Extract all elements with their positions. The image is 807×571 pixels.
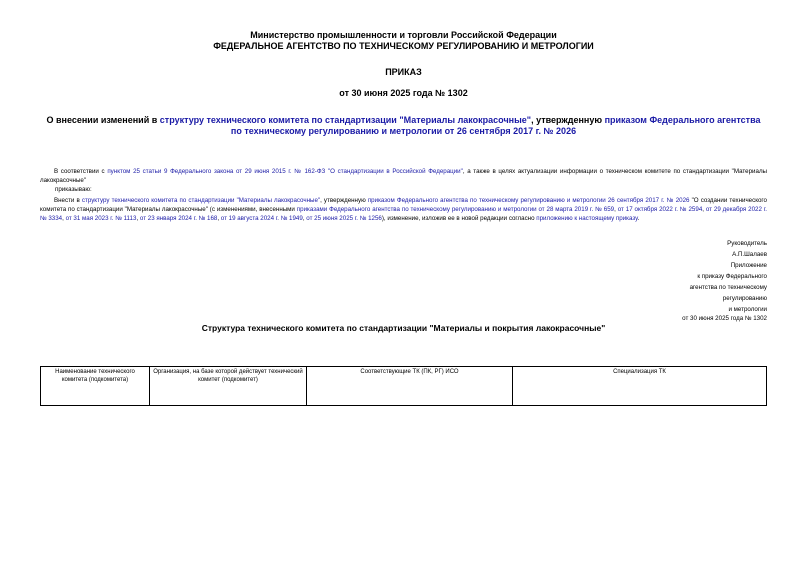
structure-title: Структура технического комитета по стандартизации "Материалы и покрытия лакокрасочные" — [201, 323, 606, 333]
order-word: приказываю: — [55, 186, 92, 193]
appendix-date: от 30 июня 2025 года № 1302 — [682, 315, 767, 322]
order-2026-link[interactable]: приказом Федерального агентства по техническому регулированию и метрологии от 26 сентября 2017 г. № 2026 — [230, 115, 761, 136]
order-paragraph: Внести в структуру технического комитета по стандартизации "Материалы лакокрасочные", утвержденную приказом Федерального агентства по техническому регулированию и метрологии 26 сентября 2017 г. № 2026 "О создании технического комитета по стандартизации "Материалы лакокрасочные" (с изменениями, внесенными приказами Федерального агентства по техническому регулированию и метрологии от 28 марта 2019 г. № 659, от 17 октября 2022 г. № 2594, от 29 декабря 2022 г. № 3334, от 31 мая 2023 г. № 1113, от 23 января 2024 г. № 168, от 19 августа 2024 г. № 1949, от 25 июня 2025 г. № 1256), изменение, изложив ее в новой редакции согласно приложению к настоящему приказу. — [40, 197, 768, 222]
amendment-link[interactable]: от 29 декабря 2022 г. № 3334 — [40, 206, 768, 222]
amendment-link[interactable]: от 17 октября 2022 г. № 2594 — [617, 206, 703, 213]
title-text: , утвержденную — [531, 115, 605, 125]
appendix-label: Приложение — [730, 262, 767, 269]
structure-link[interactable]: структуру технического комитета по стандартизации "Материалы лакокрасочные" — [81, 197, 321, 204]
title-text: О внесении изменений в — [46, 115, 160, 125]
table-header-row — [41, 367, 767, 406]
amendment-link[interactable]: от 25 июня 2025 г. № 1256 — [306, 215, 382, 222]
table-header-cell: Организация, на базе которой действует технический комитет (подкомитет) — [150, 367, 307, 406]
appendix-link[interactable]: приложению к настоящему приказу — [536, 215, 638, 222]
appendix-line: агентства по техническому — [689, 284, 767, 291]
agency-name: ФЕДЕРАЛЬНОЕ АГЕНТСТВО ПО ТЕХНИЧЕСКОМУ РЕГУЛИРОВАНИЮ И МЕТРОЛОГИИ — [213, 41, 594, 51]
document-date-number: от 30 июня 2025 года № 1302 — [339, 88, 468, 98]
structure-table — [40, 366, 767, 406]
preamble-paragraph: В соответствии с пунктом 25 статьи 9 Федерального закона от 29 июня 2015 г. № 162-ФЗ "О стандартизации в Российской Федерации", а также в целях актуализации информации о техническом комитете по стандартизации "Материалы лакокрасочные" — [40, 168, 767, 184]
table-header-cell: Наименование технического комитета (подкомитета) — [41, 367, 150, 406]
federal-law-link[interactable]: пунктом 25 статьи 9 Федерального закона от 29 июня 2015 г. № 162-ФЗ "О стандартизации в Российской Федерации" — [107, 168, 463, 175]
appendix-line: к приказу Федерального — [697, 273, 767, 280]
table-header-cell: Специализация ТК — [513, 367, 767, 406]
document-title — [40, 115, 767, 137]
signatory-name: А.П.Шалаев — [732, 251, 767, 258]
ministry-name: Министерство промышленности и торговли Российской Федерации — [250, 30, 557, 40]
order-2026-link[interactable]: приказом Федерального агентства по техническому регулированию и метрологии 26 сентября 2017 г. № 2026 — [367, 197, 690, 204]
document-type: ПРИКАЗ — [385, 67, 422, 77]
appendix-line: и метрологии — [728, 306, 767, 313]
amendment-link[interactable]: от 19 августа 2024 г. № 1949 — [220, 215, 303, 222]
amendment-link[interactable]: приказами Федерального агентства по техническому регулированию и метрологии от 28 марта 2019 г. № 659 — [296, 206, 615, 213]
signatory-position: Руководитель — [727, 240, 767, 247]
structure-link[interactable]: структуру технического комитета по стандартизации "Материалы лакокрасочные" — [159, 115, 532, 125]
table-header-cell: Соответствующие ТК (ПК, РГ) ИСО — [307, 367, 513, 406]
amendment-link[interactable]: от 31 мая 2023 г. № 1113 — [65, 215, 137, 222]
appendix-line: регулированию — [722, 295, 767, 302]
amendment-link[interactable]: от 23 января 2024 г. № 168 — [139, 215, 218, 222]
